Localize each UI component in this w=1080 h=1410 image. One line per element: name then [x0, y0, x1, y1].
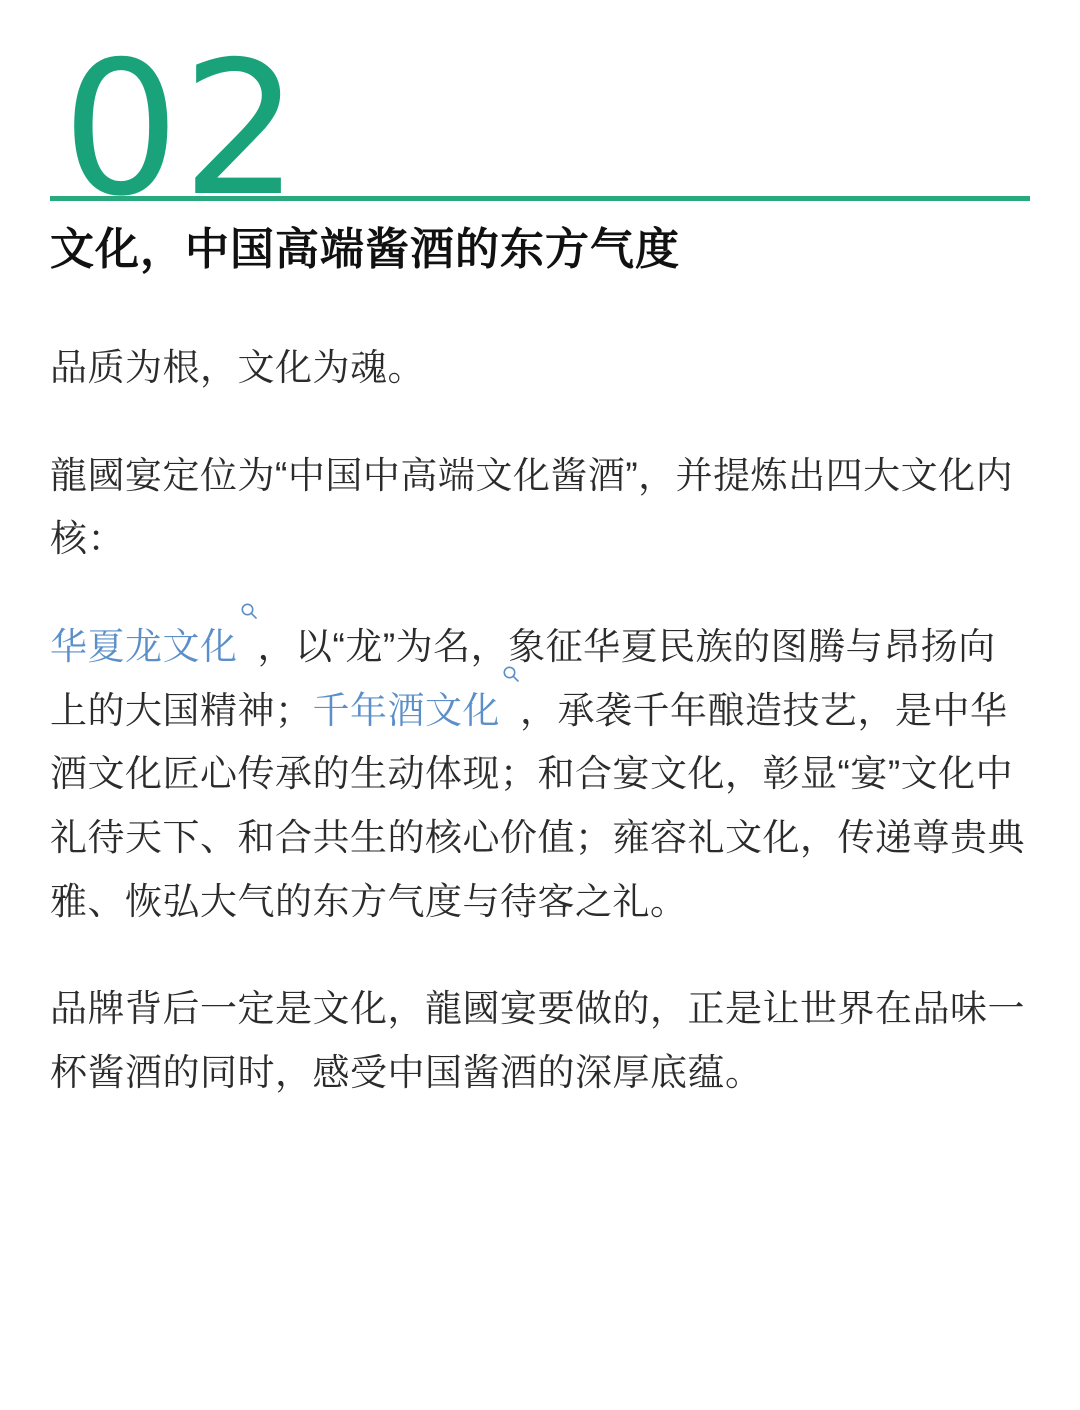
paragraph-brand-closing: 品牌背后一定是文化，龍國宴要做的，正是让世界在品味一杯酱酒的同时，感受中国酱酒的深厚底蕴。 — [50, 988, 1025, 1093]
link-huaxia-dragon-culture[interactable] — [50, 626, 258, 667]
text-after-link-2: ，承袭千年酿造技艺，是中华酒文化匠心传承的生动体现；和合宴文化，彰显“宴”文化中礼待天下、和合共生的核心价值；雍容礼文化，传递尊贵典雅、恢弘大气的东方气度与待客之礼。 — [50, 689, 1025, 922]
search-icon[interactable] — [502, 692, 520, 714]
paragraph-lead: 品质为根，文化为魂。 — [50, 347, 425, 389]
paragraph-positioning: 龍國宴定位为“中国中高端文化酱酒”，并提炼出四大文化内核： — [50, 454, 1014, 560]
link-label-1: 华夏龙文化 — [50, 626, 238, 668]
section-number: 02 — [62, 21, 302, 237]
paragraph-culture-cores — [50, 615, 1030, 933]
link-millennium-wine-culture[interactable] — [313, 690, 521, 731]
section-title: 文化，中国高端酱酒的东方气度 — [50, 225, 680, 274]
search-icon[interactable] — [240, 629, 258, 651]
link-label-2: 千年酒文化 — [312, 689, 500, 731]
text-after-link-1: ，以“龙”为名，象征华夏民族的图腾与昂扬向上的大国精神； — [50, 626, 996, 731]
